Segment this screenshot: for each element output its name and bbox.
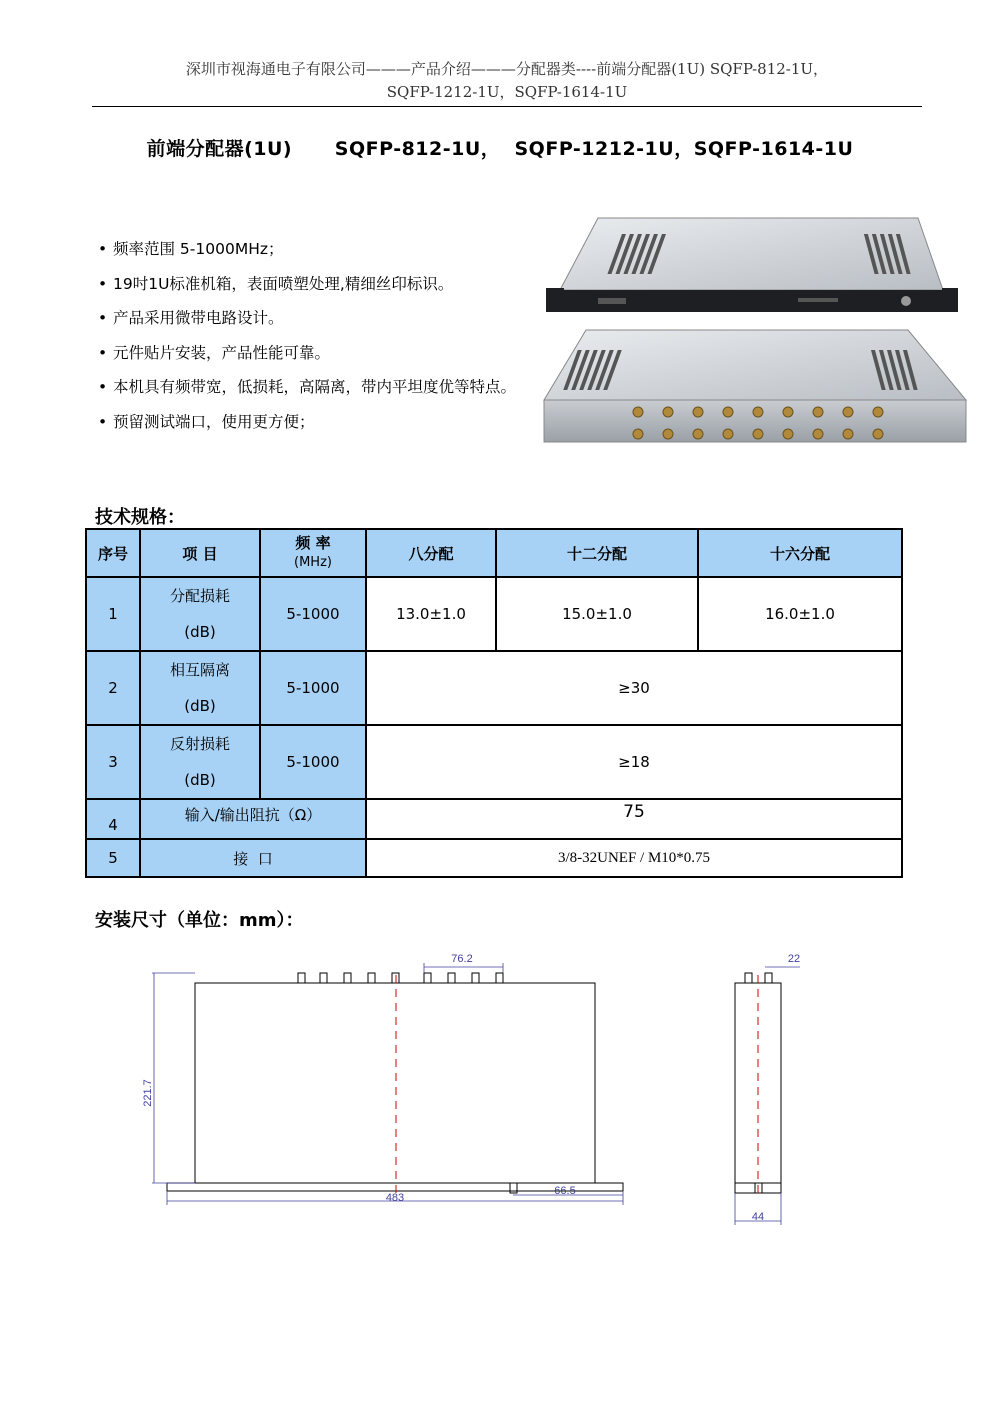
dim-height-label: 221.7 — [142, 1079, 154, 1107]
table-row — [86, 651, 902, 725]
row-value: 75 — [366, 799, 902, 839]
row-no: 4 — [86, 799, 140, 839]
dim-width-label: 483 — [385, 1192, 405, 1204]
row-value: ≥18 — [366, 725, 902, 799]
spec-table — [85, 528, 903, 878]
dim-port-span-label: 76.2 — [451, 953, 473, 965]
row-item-unit: (dB) — [184, 623, 216, 641]
row-value-16way: 16.0±1.0 — [698, 577, 902, 651]
row-value-12way: 15.0±1.0 — [496, 577, 698, 651]
feature-item: • 本机具有频带宽，低损耗，高隔离，带内平坦度优等特点。 — [98, 370, 533, 405]
header-12way: 十二分配 — [496, 529, 698, 577]
table-row — [86, 799, 902, 839]
feature-item: • 19吋1U标准机箱，表面喷塑处理,精细丝印标识。 — [98, 267, 528, 302]
page-title: 前端分配器(1U) SQFP-812-1U， SQFP-1212-1U，SQFP-1614-1U — [146, 138, 854, 160]
dim-offset-label: 66.5 — [554, 1185, 576, 1197]
row-item-unit: (dB) — [184, 697, 216, 715]
spec-section-title: 技术规格： — [95, 507, 185, 528]
row-no: 2 — [86, 651, 140, 725]
header-line-1: 深圳市视海通电子有限公司———产品介绍———分配器类----前端分配器(1U) SQFP-812-1U， — [185, 60, 829, 78]
row-item: 输入/输出阻抗（Ω） — [140, 799, 366, 839]
row-no: 1 — [86, 577, 140, 651]
row-item: 接 口 — [140, 839, 366, 877]
feature-item: • 产品采用微带电路设计。 — [98, 301, 528, 336]
dimension-drawing — [140, 945, 840, 1235]
header-line-2: SQFP-1212-1U，SQFP-1614-1U — [386, 83, 628, 101]
row-item — [140, 725, 260, 799]
row-item-label: 反射损耗 — [169, 735, 230, 753]
row-item — [140, 651, 260, 725]
dim-side-port-label: 22 — [787, 953, 801, 965]
row-item-label: 分配损耗 — [169, 587, 230, 605]
header-16way: 十六分配 — [698, 529, 902, 577]
page-header — [92, 58, 922, 104]
header-rule — [92, 106, 922, 107]
row-freq: 5-1000 — [260, 651, 366, 725]
header-freq — [260, 529, 366, 577]
header-freq-unit: (MHz) — [294, 555, 332, 570]
table-row — [86, 839, 902, 877]
header-item: 项 目 — [140, 529, 260, 577]
install-section-title: 安装尺寸（单位：mm）： — [95, 910, 304, 931]
row-freq: 5-1000 — [260, 725, 366, 799]
row-item-unit: (dB) — [184, 771, 216, 789]
feature-item: • 元件贴片安装，产品性能可靠。 — [98, 336, 528, 371]
row-no: 5 — [86, 839, 140, 877]
table-row — [86, 577, 902, 651]
table-row — [86, 725, 902, 799]
row-freq: 5-1000 — [260, 577, 366, 651]
row-value-8way: 13.0±1.0 — [366, 577, 496, 651]
row-item-label: 相互隔离 — [169, 661, 230, 679]
header-8way: 八分配 — [366, 529, 496, 577]
feature-item: • 预留测试端口，使用更方便； — [98, 405, 528, 440]
row-value: 3/8-32UNEF / M10*0.75 — [366, 839, 902, 877]
row-value: ≥30 — [366, 651, 902, 725]
row-item — [140, 577, 260, 651]
feature-list — [98, 232, 528, 439]
product-photo — [538, 212, 968, 452]
header-no: 序号 — [86, 529, 140, 577]
header-freq-label: 频 率 — [295, 534, 331, 552]
dim-side-width-label: 44 — [751, 1211, 765, 1223]
feature-item: • 频率范围 5-1000MHz； — [98, 232, 528, 267]
row-no: 3 — [86, 725, 140, 799]
